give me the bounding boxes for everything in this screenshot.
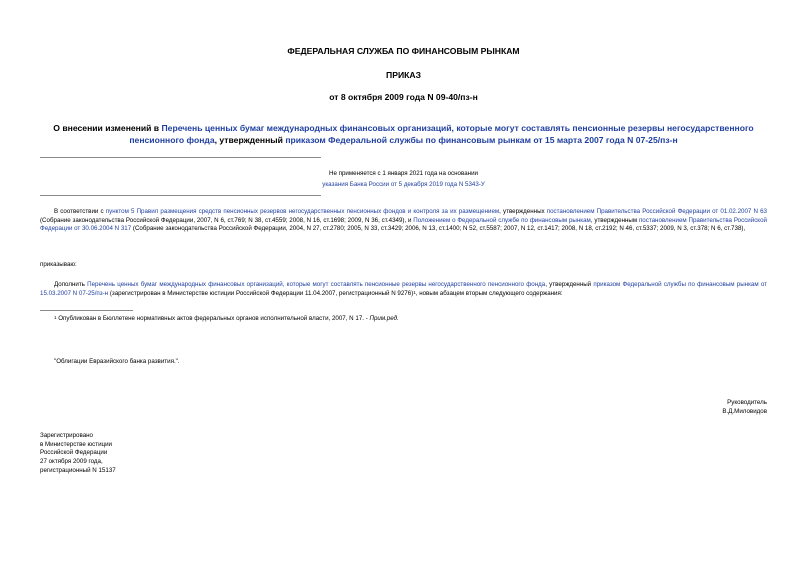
preamble-text: , утвержденных bbox=[499, 208, 547, 215]
amendment-link-order[interactable]: приказом Федеральной службы по финансовым рынкам от 15.03.2007 N 07-25/пз-н bbox=[40, 281, 767, 297]
notice-link[interactable]: указания Банка России от 5 декабря 2019 года N 5343-У bbox=[322, 181, 485, 188]
order-word: приказываю: bbox=[40, 261, 77, 268]
preamble-link-decree-63[interactable]: постановлением Правительства Российской Федерации от 01.02.2007 N 63 bbox=[546, 208, 767, 215]
registration-line: Зарегистрировано bbox=[40, 432, 93, 439]
subject-link-order[interactable]: приказом Федеральной службы по финансовым рынкам от 15 марта 2007 года N 07-25/пз-н bbox=[285, 135, 678, 145]
footnote-divider bbox=[40, 310, 133, 311]
agency-title: ФЕДЕРАЛЬНАЯ СЛУЖБА ПО ФИНАНСОВЫМ РЫНКАМ bbox=[287, 46, 520, 56]
footnote-ref[interactable]: 1 bbox=[413, 289, 416, 295]
footnote-text: Опубликован в Бюллетене нормативных актов федеральных органов исполнительной власти, 2007, N 17. - bbox=[56, 315, 370, 322]
footnote-mark: 1 bbox=[54, 315, 57, 320]
footnote-editor-note: Прим.ред. bbox=[369, 315, 399, 322]
registration-block bbox=[40, 432, 116, 476]
preamble-link-regulation[interactable]: Положением о Федеральной службе по финансовым рынкам bbox=[413, 216, 591, 224]
amendment-text: Дополнить bbox=[54, 281, 88, 288]
signature-name: В.Д.Миловидов bbox=[722, 407, 767, 415]
preamble-text: (Собрание законодательства Российской Федерации, 2007, N 6, ст.769; N 38, ст.4559; 2008, N 16, ст.1698; 2009, N 36, ст.4349), и bbox=[40, 216, 414, 224]
notice-line: Не применяется с 1 января 2021 года на основании bbox=[329, 170, 478, 177]
preamble-link-decree-317[interactable]: постановлением Правительства Российской Федерации от 30.06.2004 N 317 bbox=[40, 216, 767, 233]
preamble-text: (Собрание законодательства Российской Федерации, 2004, N 27, ст.2780; 2005, N 33, ст.3429; 2006, N 13, ст.1400; N 52, ст.5587; 2007, N 12, ст.1417; 2008, N 18, ст.2192; N 46, ст.5337; 2009, N 3, ст.378; N 6, ст.738), bbox=[131, 225, 746, 233]
amendment-paragraph bbox=[40, 281, 767, 298]
registration-line: регистрационный N 15137 bbox=[40, 466, 116, 474]
amendment-text: , утвержденный bbox=[545, 281, 594, 288]
registration-line: 27 октября 2009 года, bbox=[40, 458, 103, 466]
amendment-link-list[interactable]: Перечень ценных бумаг международных финансовых организаций, которые могут составлять пенсионные резервы негосударственного пенсионного фонда bbox=[87, 281, 546, 288]
preamble-text: , утвержденным bbox=[590, 216, 639, 224]
divider bbox=[40, 195, 321, 196]
registration-line: в Министерстве юстиции bbox=[40, 440, 113, 448]
document-type: ПРИКАЗ bbox=[386, 70, 421, 80]
signature-title: Руководитель bbox=[727, 399, 767, 406]
preamble-link-rules[interactable]: пунктом 5 Правил размещения средств пенсионных резервов негосударственных пенсионных фондов и контроля за их размещением bbox=[105, 208, 500, 215]
amendment-quote: "Облигации Евразийского банка развития.". bbox=[54, 358, 180, 365]
amendment-text: , новым абзацем вторым следующего содержания: bbox=[415, 289, 563, 297]
document-date-number: от 8 октября 2009 года N 09-40/пз-н bbox=[329, 92, 478, 102]
preamble-text: В соответствии с bbox=[54, 208, 106, 215]
subject-link-list[interactable]: Перечень ценных бумаг международных финансовых организаций, которые могут составлять пенсионные резервы негосударственного пенсионного фонда bbox=[129, 123, 754, 145]
registration-line: Российской Федерации bbox=[40, 449, 108, 457]
signature-block bbox=[722, 399, 767, 416]
subject-middle: , утвержденный bbox=[214, 135, 286, 145]
document-subject bbox=[40, 122, 767, 146]
subject-prefix: О внесении изменений в bbox=[53, 123, 162, 133]
footnote bbox=[54, 315, 399, 324]
preamble-paragraph bbox=[40, 208, 767, 234]
amendment-text: (зарегистрирован в Министерстве юстиции Российской Федерации 11.04.2007, регистрационный N 9276) bbox=[108, 289, 414, 297]
divider bbox=[40, 157, 321, 158]
